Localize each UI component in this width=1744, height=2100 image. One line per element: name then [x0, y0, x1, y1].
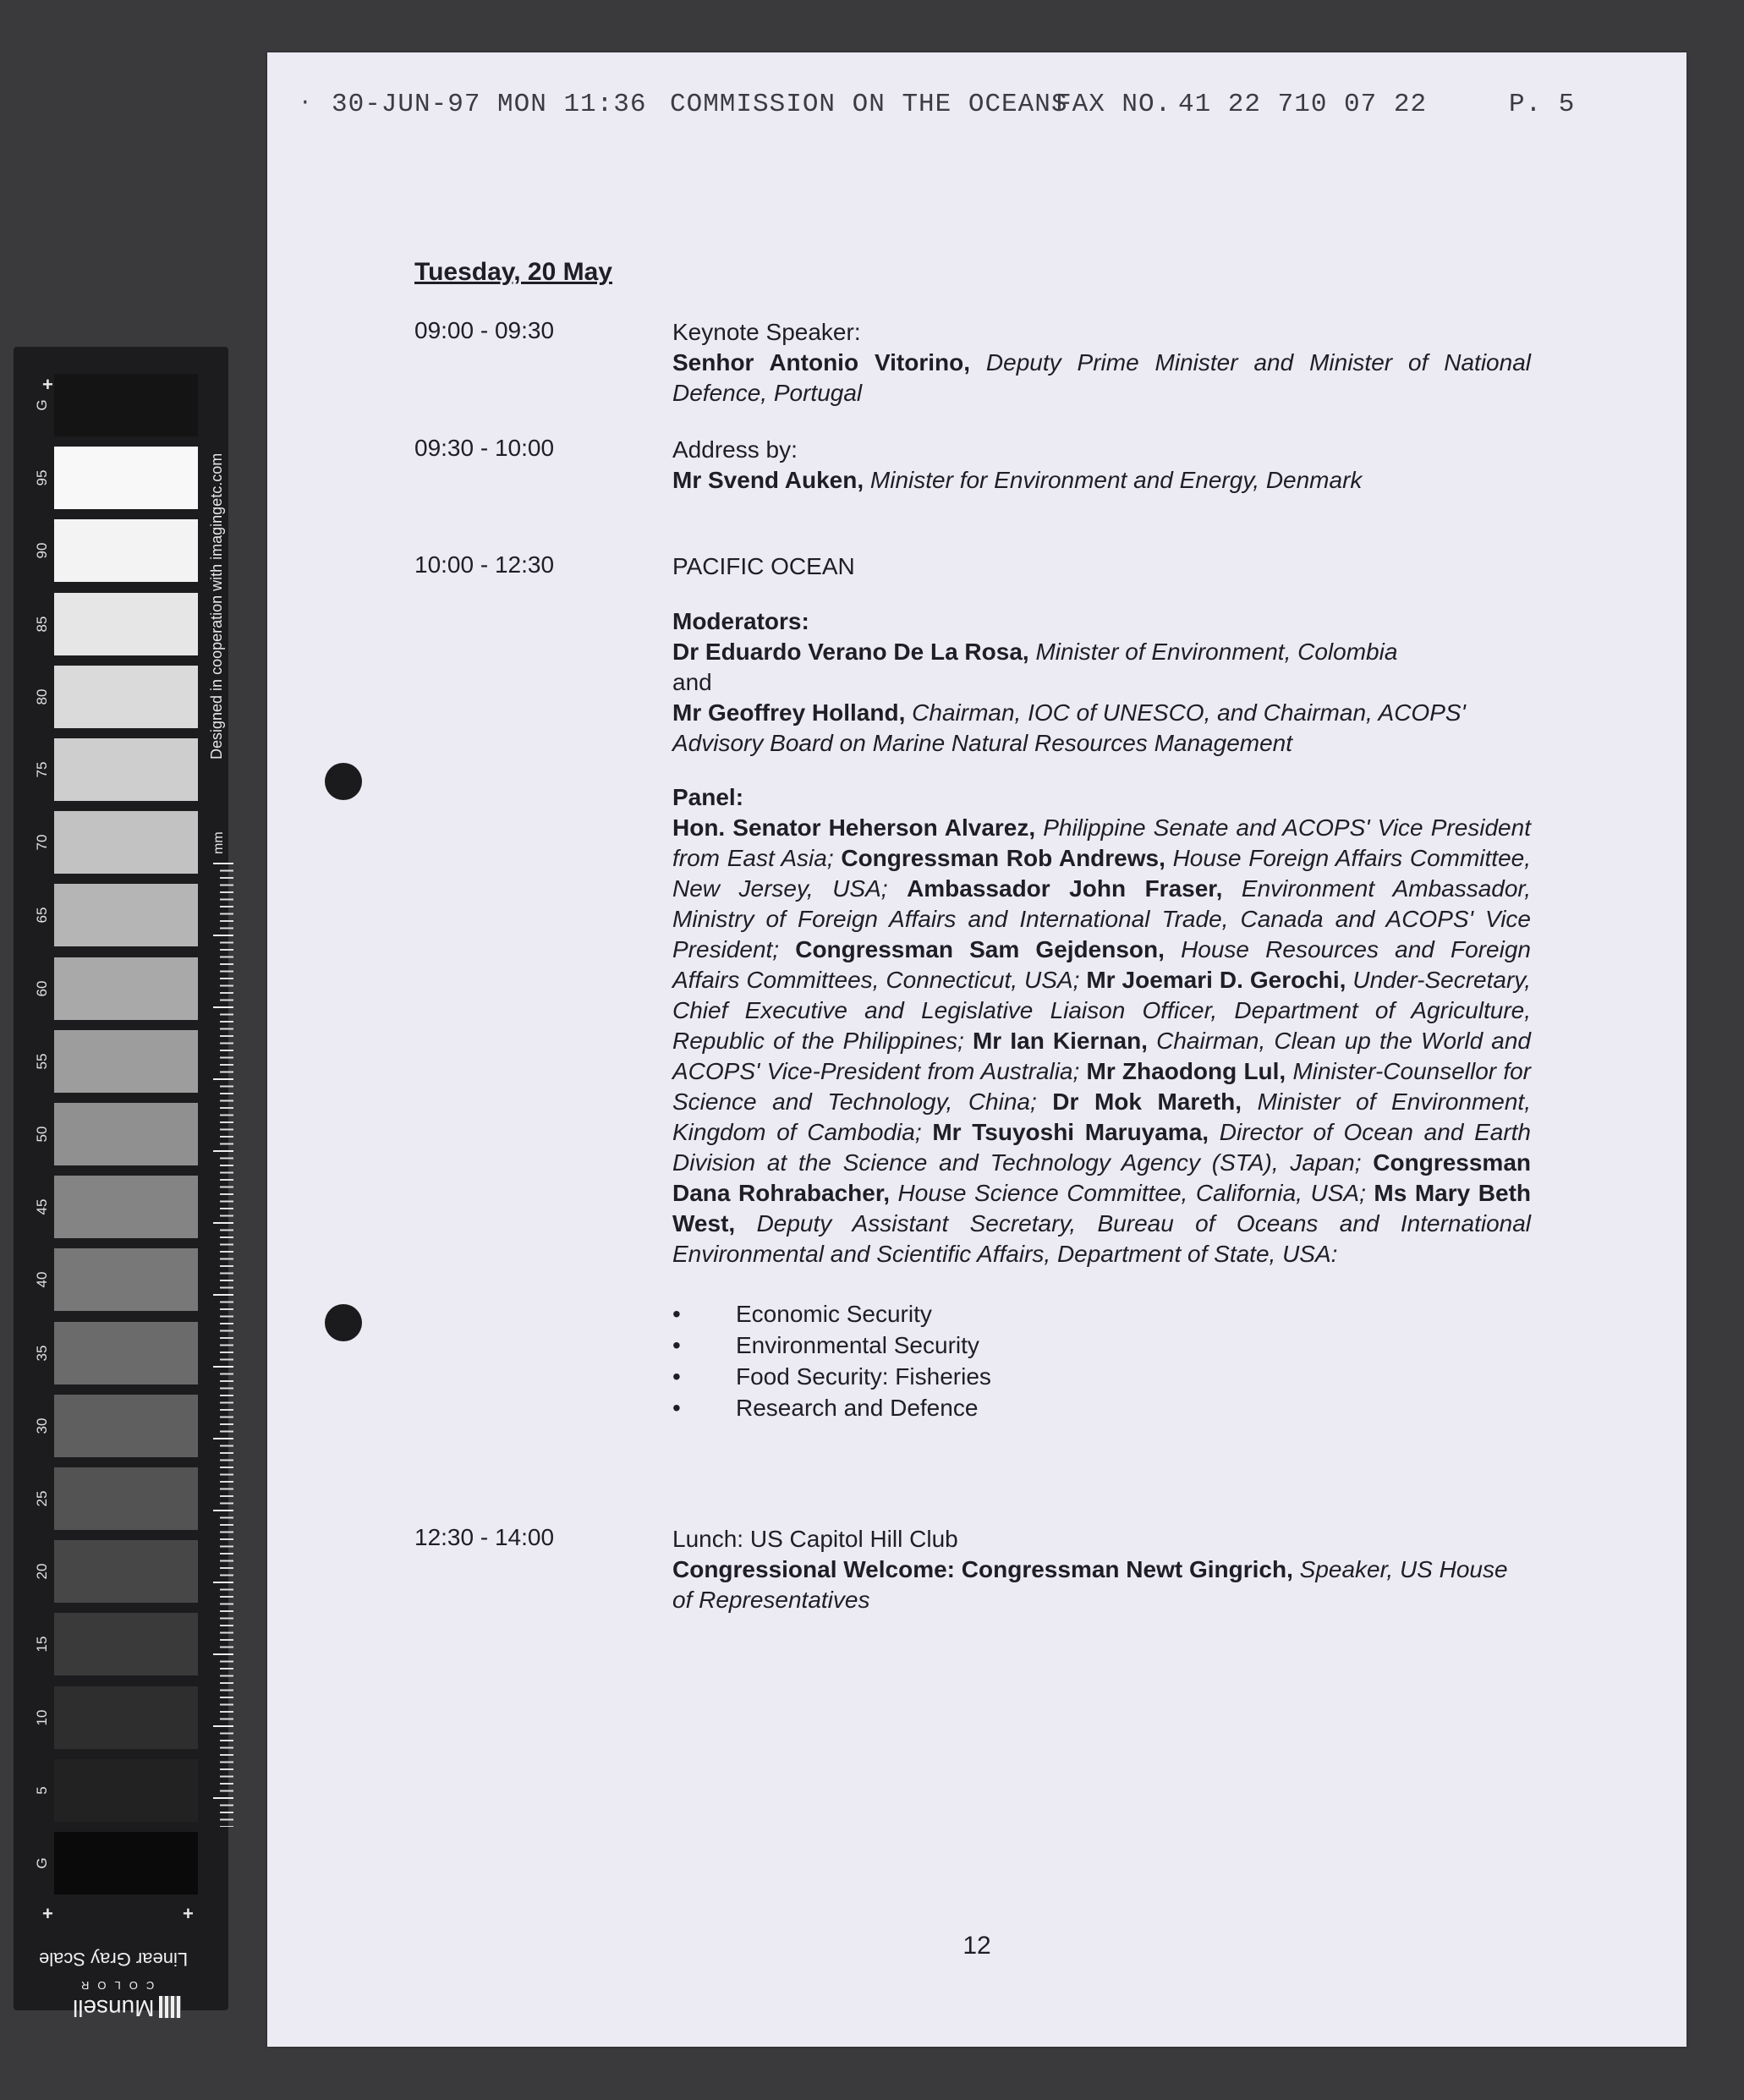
- moderator-name: Mr Geoffrey Holland,: [672, 699, 906, 726]
- punch-hole: [325, 1304, 362, 1341]
- panelist-role: Minister of Environment, Kingdom of Cambodia;: [672, 1088, 1531, 1145]
- gray-patch: [54, 1103, 198, 1165]
- panelist-name: Ms Mary Beth West,: [672, 1180, 1531, 1236]
- gray-patch: [54, 1395, 198, 1457]
- gray-patch-label: 75: [34, 761, 50, 778]
- panelist-role: House Foreign Affairs Committee, New Jersey, USA;: [672, 845, 1532, 902]
- gray-patch: [54, 1832, 198, 1894]
- welcome-name: Congressman Newt Gingrich,: [961, 1556, 1293, 1582]
- gray-patch-label: 45: [34, 1198, 50, 1215]
- scale-unit: mm: [211, 831, 226, 854]
- panel-members: [672, 813, 1531, 1269]
- slot-heading: Address by:: [672, 436, 798, 463]
- slot-heading: Keynote Speaker:: [672, 319, 861, 345]
- gray-patch: [54, 1613, 198, 1675]
- topic-item: • Food Security: Fisheries: [672, 1361, 1531, 1392]
- speaker-name: Senhor Antonio Vitorino,: [672, 349, 970, 376]
- panelist-role: House Resources and Foreign Affairs Committees, Connecticut, USA;: [672, 936, 1531, 993]
- plus-mark: +: [42, 1903, 53, 1924]
- panelist-role: Director of Ocean and Earth Division at the Science and Technology Agency (STA), Japan;: [672, 1119, 1532, 1176]
- gray-patch-label: 30: [34, 1417, 50, 1434]
- speaker-name: Mr Svend Auken,: [672, 467, 864, 493]
- fax-number: 41 22 710 07 22: [1178, 90, 1428, 119]
- gray-patch: [54, 1030, 198, 1093]
- gray-patch: [54, 374, 198, 436]
- gray-patch-label: 90: [34, 542, 50, 559]
- topic-item: • Environmental Security: [672, 1330, 1531, 1361]
- gray-patch: [54, 884, 198, 946]
- gray-patch-label: 5: [34, 1786, 50, 1795]
- gray-patch-label: 20: [34, 1563, 50, 1580]
- panelist-name: Congressman Rob Andrews,: [841, 845, 1173, 871]
- speaker-line: [672, 348, 1531, 408]
- topic-item: • Economic Security: [672, 1298, 1531, 1330]
- gray-patch: [54, 666, 198, 728]
- fax-number-label: FAX NO.: [1056, 90, 1172, 119]
- topic-item: • Research and Defence: [672, 1392, 1531, 1423]
- day-title: Tuesday, 20 May: [414, 258, 612, 286]
- gray-patch-label: 95: [34, 469, 50, 486]
- plus-mark: +: [42, 374, 53, 395]
- slot-time: 10:00 - 12:30: [414, 551, 555, 578]
- fax-sender: COMMISSION ON THE OCEANS: [670, 90, 1068, 119]
- gray-patch-label: 50: [34, 1126, 50, 1143]
- topic-list: [672, 1298, 1531, 1423]
- brand-name: Munsell: [73, 1995, 155, 2021]
- panelist-name: Mr Tsuyoshi Maruyama,: [932, 1119, 1220, 1145]
- welcome-label: Congressional Welcome:: [672, 1556, 956, 1582]
- slot-body: [672, 551, 1531, 1423]
- panelist-role: Under-Secretary, Chief Executive and Legislative Liaison Officer, Department of Agriculture, Republic of the Philippines;: [672, 967, 1531, 1054]
- slot-time: 09:30 - 10:00: [414, 435, 555, 461]
- gray-patch: [54, 447, 198, 509]
- gray-patch: [54, 811, 198, 874]
- panelist-role: House Science Committee, California, USA;: [897, 1180, 1374, 1206]
- moderator-role: Chairman, IOC of UNESCO, and Chairman, ACOPS' Advisory Board on Marine Natural Resources Management: [672, 699, 1466, 756]
- gray-patch-label: 10: [34, 1709, 50, 1726]
- gray-patch-label: 40: [34, 1271, 50, 1288]
- moderator-line: [672, 698, 1531, 759]
- gray-patch-label: 25: [34, 1490, 50, 1507]
- gray-patch-label: 35: [34, 1345, 50, 1362]
- slot-time: 09:00 - 09:30: [414, 317, 555, 343]
- gray-patch-label: G: [34, 1857, 50, 1869]
- panelist-name: Congressman Sam Gejdenson,: [795, 936, 1182, 962]
- panelist-name: Mr Joemari D. Gerochi,: [1086, 967, 1353, 993]
- gray-patch-label: 80: [34, 688, 50, 705]
- slot-body: [672, 435, 1531, 496]
- panelist-name: Congressman Dana Rohrabacher,: [672, 1149, 1531, 1206]
- punch-hole: [325, 763, 362, 800]
- fax-page: [267, 52, 1686, 2047]
- gray-patch-label: 85: [34, 616, 50, 633]
- slot-body: [672, 1524, 1531, 1615]
- gray-patch-label: 55: [34, 1053, 50, 1070]
- panelist-role: Minister-Counsellor for Science and Technology, China;: [672, 1058, 1532, 1115]
- gray-patch-label: 15: [34, 1636, 50, 1653]
- panelist-role: Environment Ambassador, Ministry of Foreign Affairs and International Trade, Canada and ACOPS' Vice President;: [672, 875, 1531, 962]
- gray-patch-label: G: [34, 399, 50, 411]
- mm-ruler-major: [213, 863, 233, 1827]
- panelist-role: Deputy Assistant Secretary, Bureau of Oceans and International Environmental and Scientific Affairs, Department of State, USA:: [672, 1210, 1532, 1267]
- gray-patch-label: 70: [34, 834, 50, 851]
- fax-datetime: 30-JUN-97 MON 11:36: [332, 90, 647, 119]
- gray-patch: [54, 1686, 198, 1749]
- panelist-name: Dr Mok Mareth,: [1052, 1088, 1258, 1115]
- gray-patch: [54, 593, 198, 655]
- scale-title: Linear Gray Scale: [39, 1949, 189, 1970]
- panelist-name: Ambassador John Fraser,: [907, 875, 1242, 902]
- moderator-role: Minister of Environment, Colombia: [1035, 639, 1398, 665]
- moderator-line: [672, 637, 1531, 667]
- welcome-role: Speaker, US House of Representatives: [672, 1556, 1508, 1613]
- panelist-role: Philippine Senate and ACOPS' Vice President from East Asia;: [672, 814, 1531, 871]
- slot-body: [672, 317, 1531, 408]
- fax-speck: ·: [299, 90, 313, 115]
- panel-label: Panel:: [672, 784, 744, 810]
- panelist-name: Mr Zhaodong Lul,: [1086, 1058, 1293, 1084]
- page-number: 12: [962, 1932, 991, 1960]
- gray-patch: [54, 1176, 198, 1238]
- gray-patch: [54, 1248, 198, 1311]
- session-title: PACIFIC OCEAN: [672, 553, 855, 579]
- gray-patch-label: 60: [34, 980, 50, 997]
- speaker-role: Minister for Environment and Energy, Denmark: [869, 467, 1363, 493]
- gray-patch: [54, 738, 198, 801]
- and-text: and: [672, 669, 712, 695]
- gray-scale-card: [14, 347, 228, 2021]
- moderator-name: Dr Eduardo Verano De La Rosa,: [672, 639, 1029, 665]
- welcome-line: [672, 1554, 1531, 1615]
- lunch-text: Lunch: US Capitol Hill Club: [672, 1526, 958, 1552]
- gray-patch: [54, 1467, 198, 1530]
- gray-patch: [54, 1322, 198, 1384]
- speaker-role: Deputy Prime Minister and Minister of National Defence, Portugal: [672, 349, 1531, 406]
- panelist-role: Chairman, Clean up the World and ACOPS' Vice-President from Australia;: [672, 1028, 1532, 1084]
- slot-time: 12:30 - 14:00: [414, 1524, 555, 1550]
- gray-patch: [54, 1540, 198, 1603]
- panelist-name: Mr Ian Kiernan,: [972, 1028, 1157, 1054]
- speaker-line: [672, 465, 1531, 496]
- munsell-logo-icon: [159, 1996, 181, 2018]
- gray-patch: [54, 957, 198, 1020]
- gray-patch: [54, 1759, 198, 1822]
- plus-mark: +: [183, 1903, 194, 1924]
- moderators-label: Moderators:: [672, 608, 809, 634]
- fax-page-indicator: P. 5: [1509, 90, 1576, 119]
- brand-sub: COLOR: [73, 1979, 155, 1992]
- gray-patch-label: 65: [34, 907, 50, 924]
- panelist-name: Hon. Senator Heherson Alvarez,: [672, 814, 1044, 841]
- gray-patch: [54, 519, 198, 582]
- scale-credit: Designed in cooperation with imagingetc.com: [208, 452, 225, 759]
